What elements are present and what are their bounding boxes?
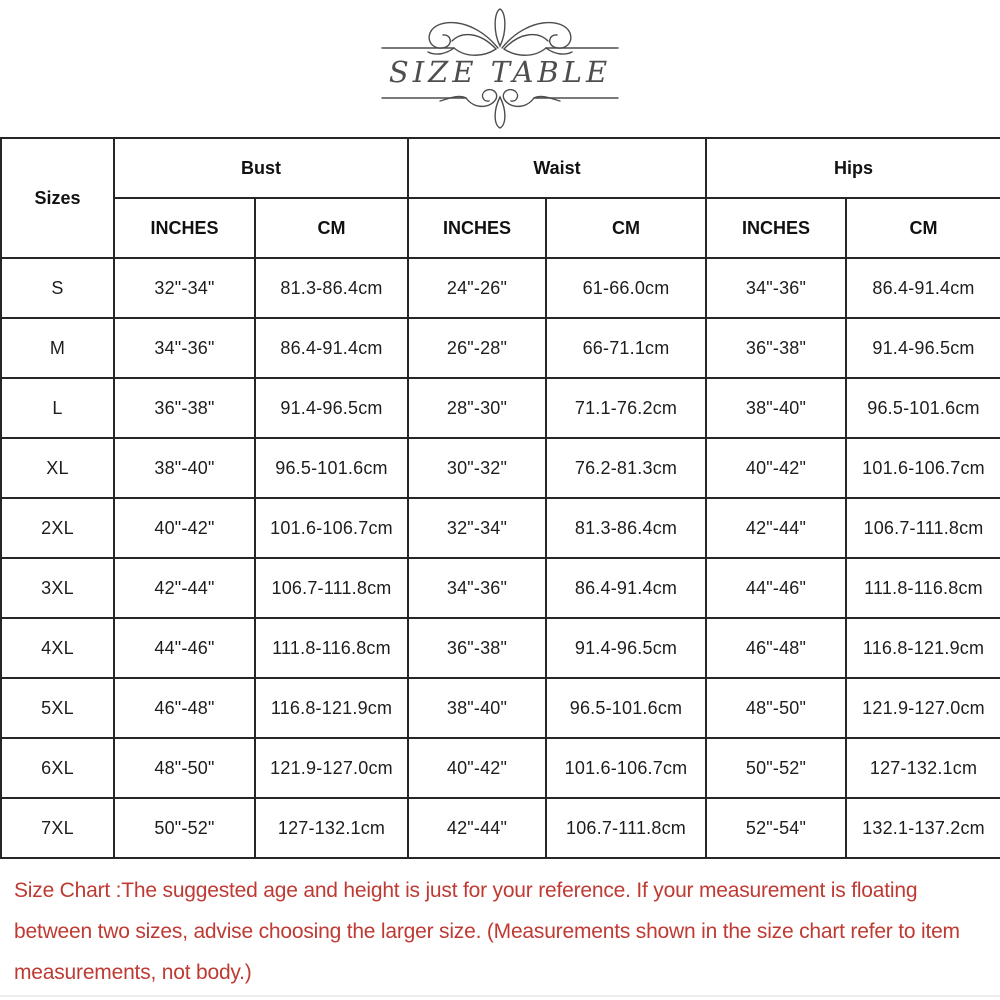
hips-cm-cell: 121.9-127.0cm (846, 678, 1000, 738)
bust-cm-cell: 116.8-121.9cm (255, 678, 408, 738)
bust-cm-cell: 101.6-106.7cm (255, 498, 408, 558)
bust-cm-cell: 106.7-111.8cm (255, 558, 408, 618)
table-row (1, 318, 1000, 378)
col-header-hips: Hips (706, 138, 1000, 198)
waist-cm-cell: 86.4-91.4cm (546, 558, 706, 618)
hips-inches-cell: 46"-48" (706, 618, 846, 678)
bust-inches-cell: 50"-52" (114, 798, 255, 858)
table-row (1, 738, 1000, 798)
subheader-waist-cm: CM (546, 198, 706, 258)
waist-inches-cell: 28"-30" (408, 378, 546, 438)
hips-cm-cell: 132.1-137.2cm (846, 798, 1000, 858)
subheader-bust-inches: INCHES (114, 198, 255, 258)
hips-cm-cell: 91.4-96.5cm (846, 318, 1000, 378)
bust-inches-cell: 32"-34" (114, 258, 255, 318)
hips-cm-cell: 127-132.1cm (846, 738, 1000, 798)
bust-inches-cell: 40"-42" (114, 498, 255, 558)
bust-inches-cell: 38"-40" (114, 438, 255, 498)
size-table-header (375, 4, 625, 130)
flourish-top-icon (380, 4, 620, 62)
waist-cm-cell: 66-71.1cm (546, 318, 706, 378)
hips-inches-cell: 34"-36" (706, 258, 846, 318)
waist-inches-cell: 38"-40" (408, 678, 546, 738)
size-cell: L (1, 378, 114, 438)
hips-inches-cell: 40"-42" (706, 438, 846, 498)
bust-inches-cell: 34"-36" (114, 318, 255, 378)
col-header-bust: Bust (114, 138, 408, 198)
bust-cm-cell: 96.5-101.6cm (255, 438, 408, 498)
waist-cm-cell: 81.3-86.4cm (546, 498, 706, 558)
waist-inches-cell: 30"-32" (408, 438, 546, 498)
bust-inches-cell: 44"-46" (114, 618, 255, 678)
hips-inches-cell: 48"-50" (706, 678, 846, 738)
bust-cm-cell: 91.4-96.5cm (255, 378, 408, 438)
subheader-hips-inches: INCHES (706, 198, 846, 258)
size-cell: S (1, 258, 114, 318)
subheader-bust-cm: CM (255, 198, 408, 258)
waist-cm-cell: 91.4-96.5cm (546, 618, 706, 678)
table-row (1, 498, 1000, 558)
size-cell: M (1, 318, 114, 378)
waist-cm-cell: 71.1-76.2cm (546, 378, 706, 438)
hips-inches-cell: 44"-46" (706, 558, 846, 618)
table-row (1, 798, 1000, 858)
bust-cm-cell: 111.8-116.8cm (255, 618, 408, 678)
table-row (1, 378, 1000, 438)
hips-cm-cell: 106.7-111.8cm (846, 498, 1000, 558)
bust-inches-cell: 36"-38" (114, 378, 255, 438)
hips-inches-cell: 42"-44" (706, 498, 846, 558)
size-table (0, 137, 1000, 859)
subheader-hips-cm: CM (846, 198, 1000, 258)
hips-inches-cell: 38"-40" (706, 378, 846, 438)
waist-inches-cell: 24"-26" (408, 258, 546, 318)
size-cell: XL (1, 438, 114, 498)
waist-inches-cell: 32"-34" (408, 498, 546, 558)
table-row (1, 438, 1000, 498)
hips-inches-cell: 50"-52" (706, 738, 846, 798)
bottom-divider (0, 995, 1000, 997)
hips-cm-cell: 101.6-106.7cm (846, 438, 1000, 498)
waist-cm-cell: 101.6-106.7cm (546, 738, 706, 798)
size-chart-note: Size Chart :The suggested age and height is just for your reference. If your measurement is floating between two sizes, advise choosing the larger size. (Measurements shown in the size chart refer to item measurements, not body.) (14, 879, 960, 984)
hips-cm-cell: 96.5-101.6cm (846, 378, 1000, 438)
bust-cm-cell: 86.4-91.4cm (255, 318, 408, 378)
bust-inches-cell: 48"-50" (114, 738, 255, 798)
flourish-bottom-icon (380, 86, 620, 130)
size-cell: 5XL (1, 678, 114, 738)
table-header-row-groups (1, 138, 1000, 198)
hips-cm-cell: 116.8-121.9cm (846, 618, 1000, 678)
bust-cm-cell: 127-132.1cm (255, 798, 408, 858)
size-cell: 3XL (1, 558, 114, 618)
size-cell: 6XL (1, 738, 114, 798)
hips-inches-cell: 36"-38" (706, 318, 846, 378)
waist-inches-cell: 34"-36" (408, 558, 546, 618)
bust-cm-cell: 121.9-127.0cm (255, 738, 408, 798)
bust-inches-cell: 46"-48" (114, 678, 255, 738)
table-row (1, 678, 1000, 738)
hips-inches-cell: 52"-54" (706, 798, 846, 858)
size-cell: 2XL (1, 498, 114, 558)
size-cell: 7XL (1, 798, 114, 858)
waist-inches-cell: 26"-28" (408, 318, 546, 378)
waist-inches-cell: 36"-38" (408, 618, 546, 678)
waist-inches-cell: 42"-44" (408, 798, 546, 858)
col-header-waist: Waist (408, 138, 706, 198)
waist-cm-cell: 76.2-81.3cm (546, 438, 706, 498)
waist-cm-cell: 96.5-101.6cm (546, 678, 706, 738)
table-row (1, 618, 1000, 678)
size-cell: 4XL (1, 618, 114, 678)
table-row (1, 558, 1000, 618)
bust-cm-cell: 81.3-86.4cm (255, 258, 408, 318)
table-row (1, 258, 1000, 318)
waist-inches-cell: 40"-42" (408, 738, 546, 798)
hips-cm-cell: 86.4-91.4cm (846, 258, 1000, 318)
page-title: SIZE TABLE (388, 55, 612, 89)
col-header-sizes: Sizes (1, 138, 114, 258)
hips-cm-cell: 111.8-116.8cm (846, 558, 1000, 618)
table-header-row-units (1, 198, 1000, 258)
waist-cm-cell: 106.7-111.8cm (546, 798, 706, 858)
bust-inches-cell: 42"-44" (114, 558, 255, 618)
subheader-waist-inches: INCHES (408, 198, 546, 258)
waist-cm-cell: 61-66.0cm (546, 258, 706, 318)
